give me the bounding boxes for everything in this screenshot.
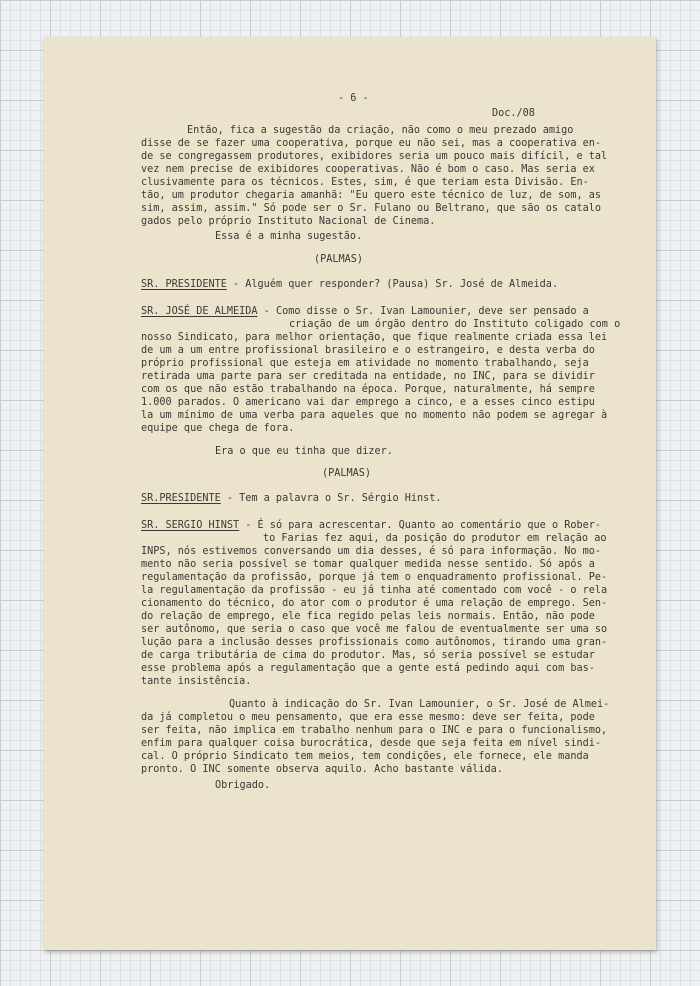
text-line: mento não seria possível se tomar qualquer medida nesse sentido. Só após a [141,559,595,570]
applause-note: (PALMAS) [314,254,364,265]
speech-text: - Como disse o Sr. Ivan Lamounier, deve ser pensado a [257,306,589,317]
text-line: lução para a inclusão desses profissionais como autônomos, tirando uma gran- [141,637,608,648]
speaker-name: SR. PRESIDENTE [141,279,227,290]
text-line: Então, fica a sugestão da criação, não como o meu prezado amigo [187,125,574,136]
text-line: esse problema após a regulamentação que a gente está pedindo aqui com bas- [141,663,595,674]
suggestion-closing: Essa é a minha sugestão. [215,231,363,242]
document-reference: Doc./08 [492,108,535,119]
speech-text: - É só para acrescentar. Quanto ao comentário que o Rober- [239,520,602,531]
text-line: vez nem precise de exibidores cooperativas. Não é bom o caso. Mas seria ex [141,164,595,175]
text-line: cal. O próprio Sindicato tem meios, tem condições, ele fornece, ele manda [141,751,589,762]
text-line: de se congregassem produtores, exibidores seria um pouco mais difícil, e tal [141,151,608,162]
speaker-name: SR. SERGIO HINST [141,520,240,531]
text-line: cionamento do técnico, do ator com o produtor é uma relação de emprego. Sen- [141,598,608,609]
speaker-name: SR. JOSÉ DE ALMEIDA [141,306,258,317]
speech-president [141,278,558,291]
text-line: INPS, nós estivemos conversando um dia desses, é só para informação. No mo- [141,546,602,557]
text-line: Quanto à indicação do Sr. Ivan Lamounier, o Sr. José de Almei- [229,699,610,710]
text-line: do relação de emprego, ele fica regido pelas leis normais. Então, não pode [141,611,595,622]
speaker-name: SR.PRESIDENTE [141,493,221,504]
text-line: retirada uma parte para ser creditada na entidade, no INC, para se dividir [141,371,595,382]
text-line: regulamentação da profissão, porque já tem o enquadramento profissional. Pe- [141,572,608,583]
text-line: de carga tributária de cima do produtor. Mas, só seria possível se estudar [141,650,595,661]
text-line: clusivamente para os técnicos. Estes, sim, é que teriam esta Divisão. En- [141,177,589,188]
applause-note: (PALMAS) [322,468,372,479]
text-line: disse de se fazer uma cooperativa, porque eu não sei, mas a cooperativa en- [141,138,602,149]
text-line: da já completou o meu pensamento, que era esse mesmo: deve ser feita, pode [141,712,595,723]
text-line: enfim para qualquer coisa burocrática, desde que seja feita em nível sindi- [141,738,602,749]
text-line: criação de um órgão dentro do Instituto coligado com o [289,319,621,330]
text-line: nosso Sindicato, para melhor orientação, que fique realmente criada essa lei [141,332,608,343]
text-line: gados pelo próprio Instituto Nacional de Cinema. [141,216,436,227]
document-page [44,37,656,950]
speech-president [141,492,442,505]
text-line: tão, um produtor chegaria amanhã: "Eu quero este técnico de luz, de som, as [141,190,602,201]
speech-text: - Tem a palavra o Sr. Sérgio Hinst. [220,493,442,504]
text-line: ser feita, não implica em trabalho nenhum para o INC e para o funcionalismo, [141,725,608,736]
text-line: com os que não estão trabalhando na época. Porque, naturalmente, há sempre [141,384,595,395]
text-line: sim, assim, assim." Só pode ser o Sr. Fulano ou Beltrano, que são os catalo [141,203,602,214]
speech-text: - Alguém quer responder? (Pausa) Sr. José de Almeida. [226,279,559,290]
closing-thanks: Obrigado. [215,780,271,791]
text-line: tante insistência. [141,676,252,687]
text-line: próprio profissional que esteja em atividade no momento trabalhando, seja [141,358,589,369]
text-line: equipe que chega de fora. [141,423,295,434]
speech-first-line [141,305,589,318]
text-line: 1.000 parados. O americano vai dar emprego a cinco, e a esses cinco estipu [141,397,595,408]
text-line: to Farias fez aqui, da posição do produtor em relação ao [263,533,607,544]
page-number: - 6 - [338,93,369,104]
text-line: de um a um entre profissional brasileiro e o estrangeiro, e desta verba do [141,345,595,356]
text-line: pronto. O INC somente observa aquilo. Acho bastante válida. [141,764,503,775]
speech-first-line [141,519,601,532]
text-line: la um mínimo de uma verba para aqueles que no momento não podem se agregar à [141,410,608,421]
text-line: la regulamentação da profissão - eu já tinha até comentado com você - o rela [141,585,608,596]
speech-closing: Era o que eu tinha que dizer. [215,446,393,457]
text-line: ser autônomo, que seria o caso que você me falou de eventualmente ser uma so [141,624,608,635]
